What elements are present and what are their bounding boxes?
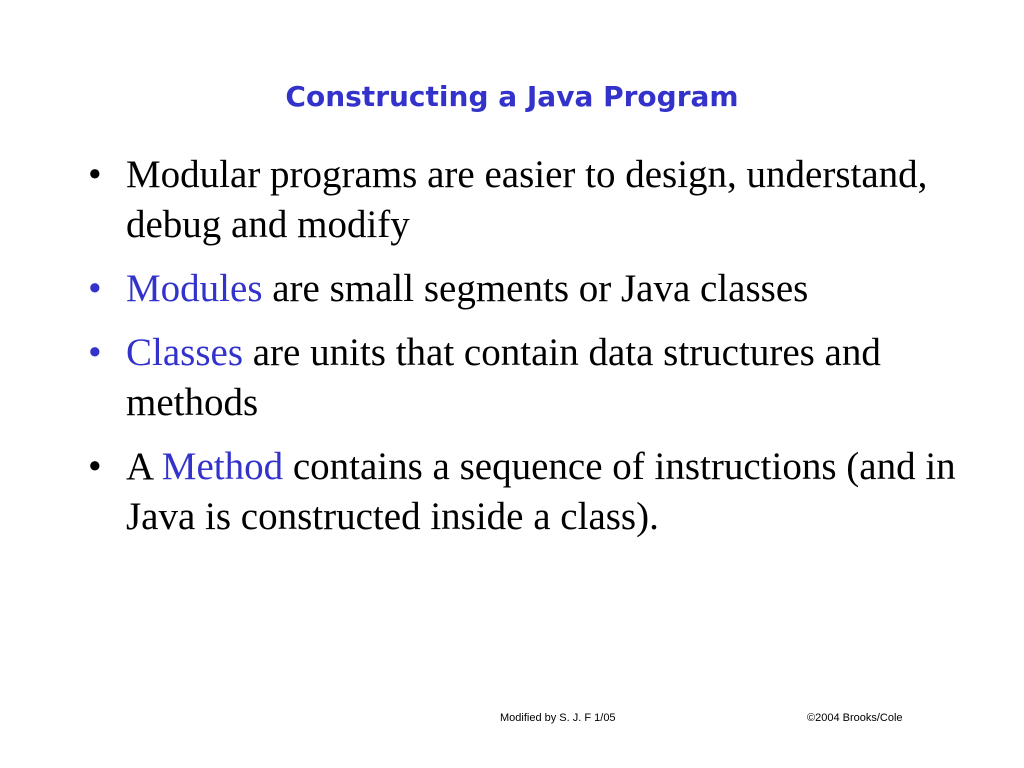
bullet-term: Method [161, 445, 284, 488]
bullet-icon: • [88, 153, 102, 196]
bullet-icon: • [88, 331, 102, 374]
bullet-text: Modular programs are easier to design, understand, debug and modify [126, 153, 928, 246]
bullet-icon: • [88, 267, 102, 310]
bullet-item-classes [88, 328, 968, 428]
bullet-prefix: A [126, 445, 162, 488]
bullet-term: Classes [126, 331, 243, 374]
bullet-term: Modules [126, 267, 263, 310]
bullet-text: are small segments or Java classes [262, 267, 809, 310]
bullet-icon: • [88, 445, 102, 488]
bullet-item-method [88, 442, 968, 542]
bullet-text: contains a sequence of instructions (and in Java is constructed inside a class). [126, 445, 956, 538]
footer-modified-by: Modified by S. J. F 1/05 [500, 712, 616, 724]
bullet-text: are units that contain data structures and methods [126, 331, 881, 424]
bullet-item-modules [88, 264, 968, 314]
footer-copyright: ©2004 Brooks/Cole [807, 712, 903, 724]
slide-title: Constructing a Java Program [285, 80, 739, 113]
bullet-list [88, 150, 968, 556]
bullet-item-modular-programs [88, 150, 968, 250]
